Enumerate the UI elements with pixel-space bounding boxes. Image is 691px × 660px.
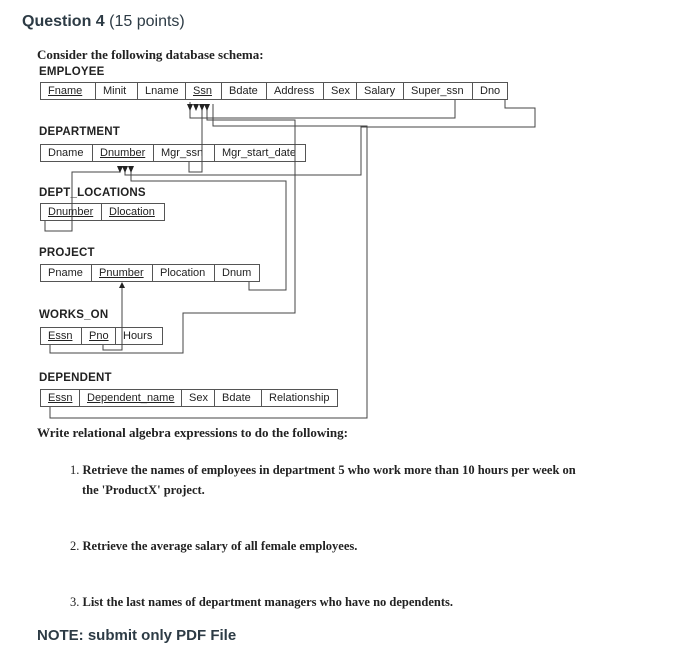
project-attr-pnumber: Pnumber [92,265,153,281]
employee-attr-salary: Salary [357,83,404,99]
employee-title: EMPLOYEE [39,66,105,78]
ref-line-super-ssn [190,100,455,118]
dependent-attr-sex: Sex [182,390,215,406]
works-on-title: WORKS_ON [39,309,109,321]
ref-line-works-on-essn [50,104,295,353]
department-title: DEPARTMENT [39,126,121,138]
question-item-1 [70,460,630,500]
question-item-1-number: 1. [70,463,80,477]
employee-attr-minit: Minit [96,83,138,99]
dept-locations-title: DEPT_LOCATIONS [39,187,146,199]
works-on-attr-pno: Pno [82,328,116,344]
works-on-attr-essn: Essn [41,328,82,344]
ref-line-dnum [131,166,286,290]
ref-line-pno [103,288,122,350]
employee-attr-ssn: Ssn [186,83,222,99]
question-item-1-text-cont: the 'ProductX' project. [82,483,205,497]
question-points: (15 points) [109,13,185,30]
ref-line-dloc-dnumber [45,166,120,231]
department-attr-dnumber: Dnumber [93,145,154,161]
dept-locations-attr-dnumber: Dnumber [41,204,102,220]
question-item-2 [70,536,357,556]
employee-attr-lname: Lname [138,83,186,99]
dependent-attr-essn: Essn [41,390,80,406]
works-on-attr-hours: Hours [123,330,153,342]
employee-attr-dno: Dno [480,85,501,97]
question-item-2-number: 2. [70,539,80,553]
arrow-ssn-3 [199,104,205,111]
project-attr-dnum: Dnum [222,267,252,279]
question-title: Question 4 [22,13,105,30]
arrow-dnumber-2 [122,166,128,173]
employee-attr-super-ssn: Super_ssn [404,83,473,99]
dept-locations-attr-dlocation: Dlocation [109,206,155,218]
ref-line-dno [125,100,535,175]
dependent-attr-relationship: Relationship [269,392,330,404]
project-attr-plocation: Plocation [153,265,215,281]
question-item-3-text: List the last names of department managers who have no dependents. [82,595,453,609]
employee-attr-sex: Sex [324,83,357,99]
note-text: NOTE: submit only PDF File [37,627,237,644]
question-item-2-text: Retrieve the average salary of all female employees. [82,539,358,553]
dependent-title: DEPENDENT [39,372,112,384]
question-item-1-text: Retrieve the names of employees in department 5 who work more than 10 hours per week on [82,463,576,477]
dependent-attr-dependent-name: Dependent_name [80,390,182,406]
arrow-dnumber-3 [128,166,134,173]
employee-attr-bdate: Bdate [222,83,267,99]
question-item-3-number: 3. [70,595,80,609]
project-attr-pname: Pname [41,265,92,281]
ref-line-dependent-essn [50,104,367,418]
department-attr-mgr-ssn: Mgr_ssn [154,145,215,161]
arrow-ssn-2 [193,104,199,111]
project-title: PROJECT [39,247,95,259]
department-attr-dname: Dname [41,145,93,161]
employee-attr-address: Address [267,83,324,99]
intro-text: Consider the following database schema: [37,47,264,62]
arrow-ssn-1 [187,104,193,111]
arrow-ssn-4 [204,104,210,111]
task-text: Write relational algebra expressions to do the following: [37,425,348,440]
employee-attr-fname: Fname [41,83,96,99]
ref-line-mgr-ssn [189,104,202,172]
department-attr-mgr-start-date: Mgr_start_date [222,147,296,159]
arrow-pnumber [119,282,125,288]
question-item-3 [70,592,453,612]
dependent-attr-bdate: Bdate [215,390,262,406]
